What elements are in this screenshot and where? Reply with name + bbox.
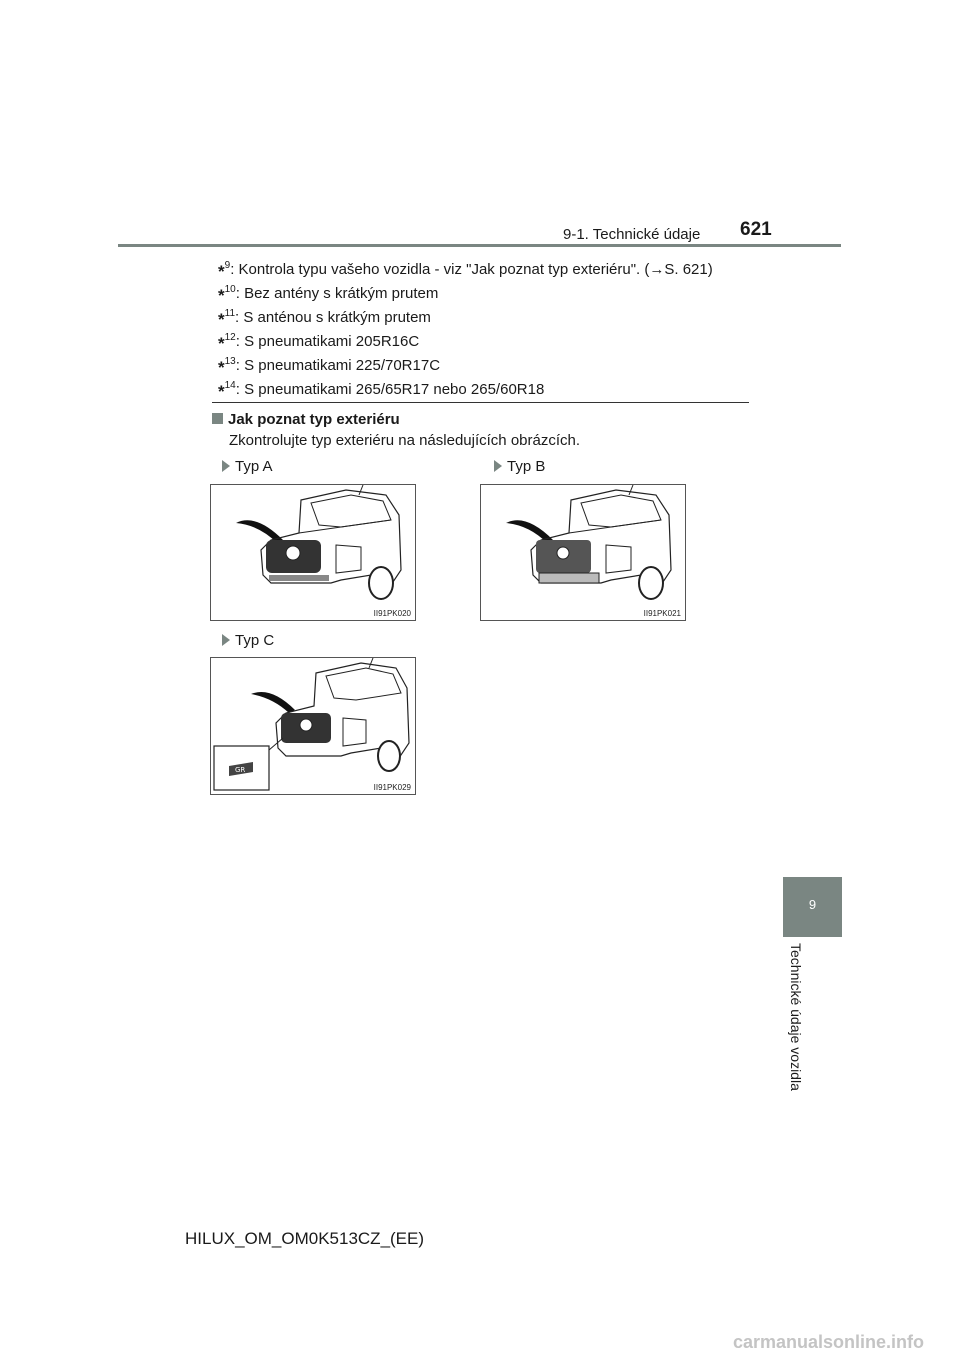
figure-type-a (210, 484, 416, 621)
header-divider (118, 244, 841, 247)
watermark: carmanualsonline.info (733, 1332, 925, 1352)
footnote-item: *$^{13}$: S pneumatikami 225/70R17C (218, 356, 441, 377)
figure-type-b (480, 484, 686, 621)
figure-type-c (210, 657, 416, 795)
footnote-item: *$^{12}$: S pneumatikami 205R16C (218, 332, 420, 353)
triangle-bullet-icon (494, 460, 502, 472)
type-b-label: Typ B (494, 458, 545, 475)
page-number: 621 (740, 219, 772, 240)
section-body: Zkontrolujte typ exteriéru na následujících obrázcích. (229, 432, 581, 449)
truck-front-illustration (481, 485, 685, 620)
truck-front-illustration (211, 485, 415, 620)
manual-code: HILUX_OM_OM0K513CZ_(EE) (185, 1229, 425, 1248)
chapter-number: 9 (808, 897, 817, 912)
chapter-side-title: Technické údaje vozidla (788, 943, 804, 1091)
footnote-item: *$^{10}$: Bez antény s krátkým prutem (218, 284, 439, 305)
triangle-bullet-icon (222, 460, 230, 472)
square-bullet-icon (212, 413, 223, 424)
figure-code: II91PK021 (643, 609, 681, 618)
truck-front-illustration (211, 658, 415, 794)
footnote-item: *$^9$: Kontrola typu vašeho vozidla - viz "Jak poznat typ exteriéru". (→S. 621) (218, 260, 713, 281)
svg-text:GR: GR (235, 766, 246, 774)
figure-code: II91PK029 (373, 783, 411, 792)
type-c-label: Typ C (222, 632, 274, 649)
footnote-item: *$^{14}$: S pneumatikami 265/65R17 nebo 265/60R18 (218, 380, 545, 401)
type-a-label: Typ A (222, 458, 273, 475)
chapter-tab (783, 877, 842, 937)
section-header: 9-1. Technické údaje (563, 226, 701, 243)
footnote-item: *$^{11}$: S anténou s krátkým prutem (218, 308, 431, 329)
triangle-bullet-icon (222, 634, 230, 646)
section-title: Jak poznat typ exteriéru (212, 411, 400, 428)
section-divider (212, 402, 749, 403)
figure-code: II91PK020 (373, 609, 411, 618)
